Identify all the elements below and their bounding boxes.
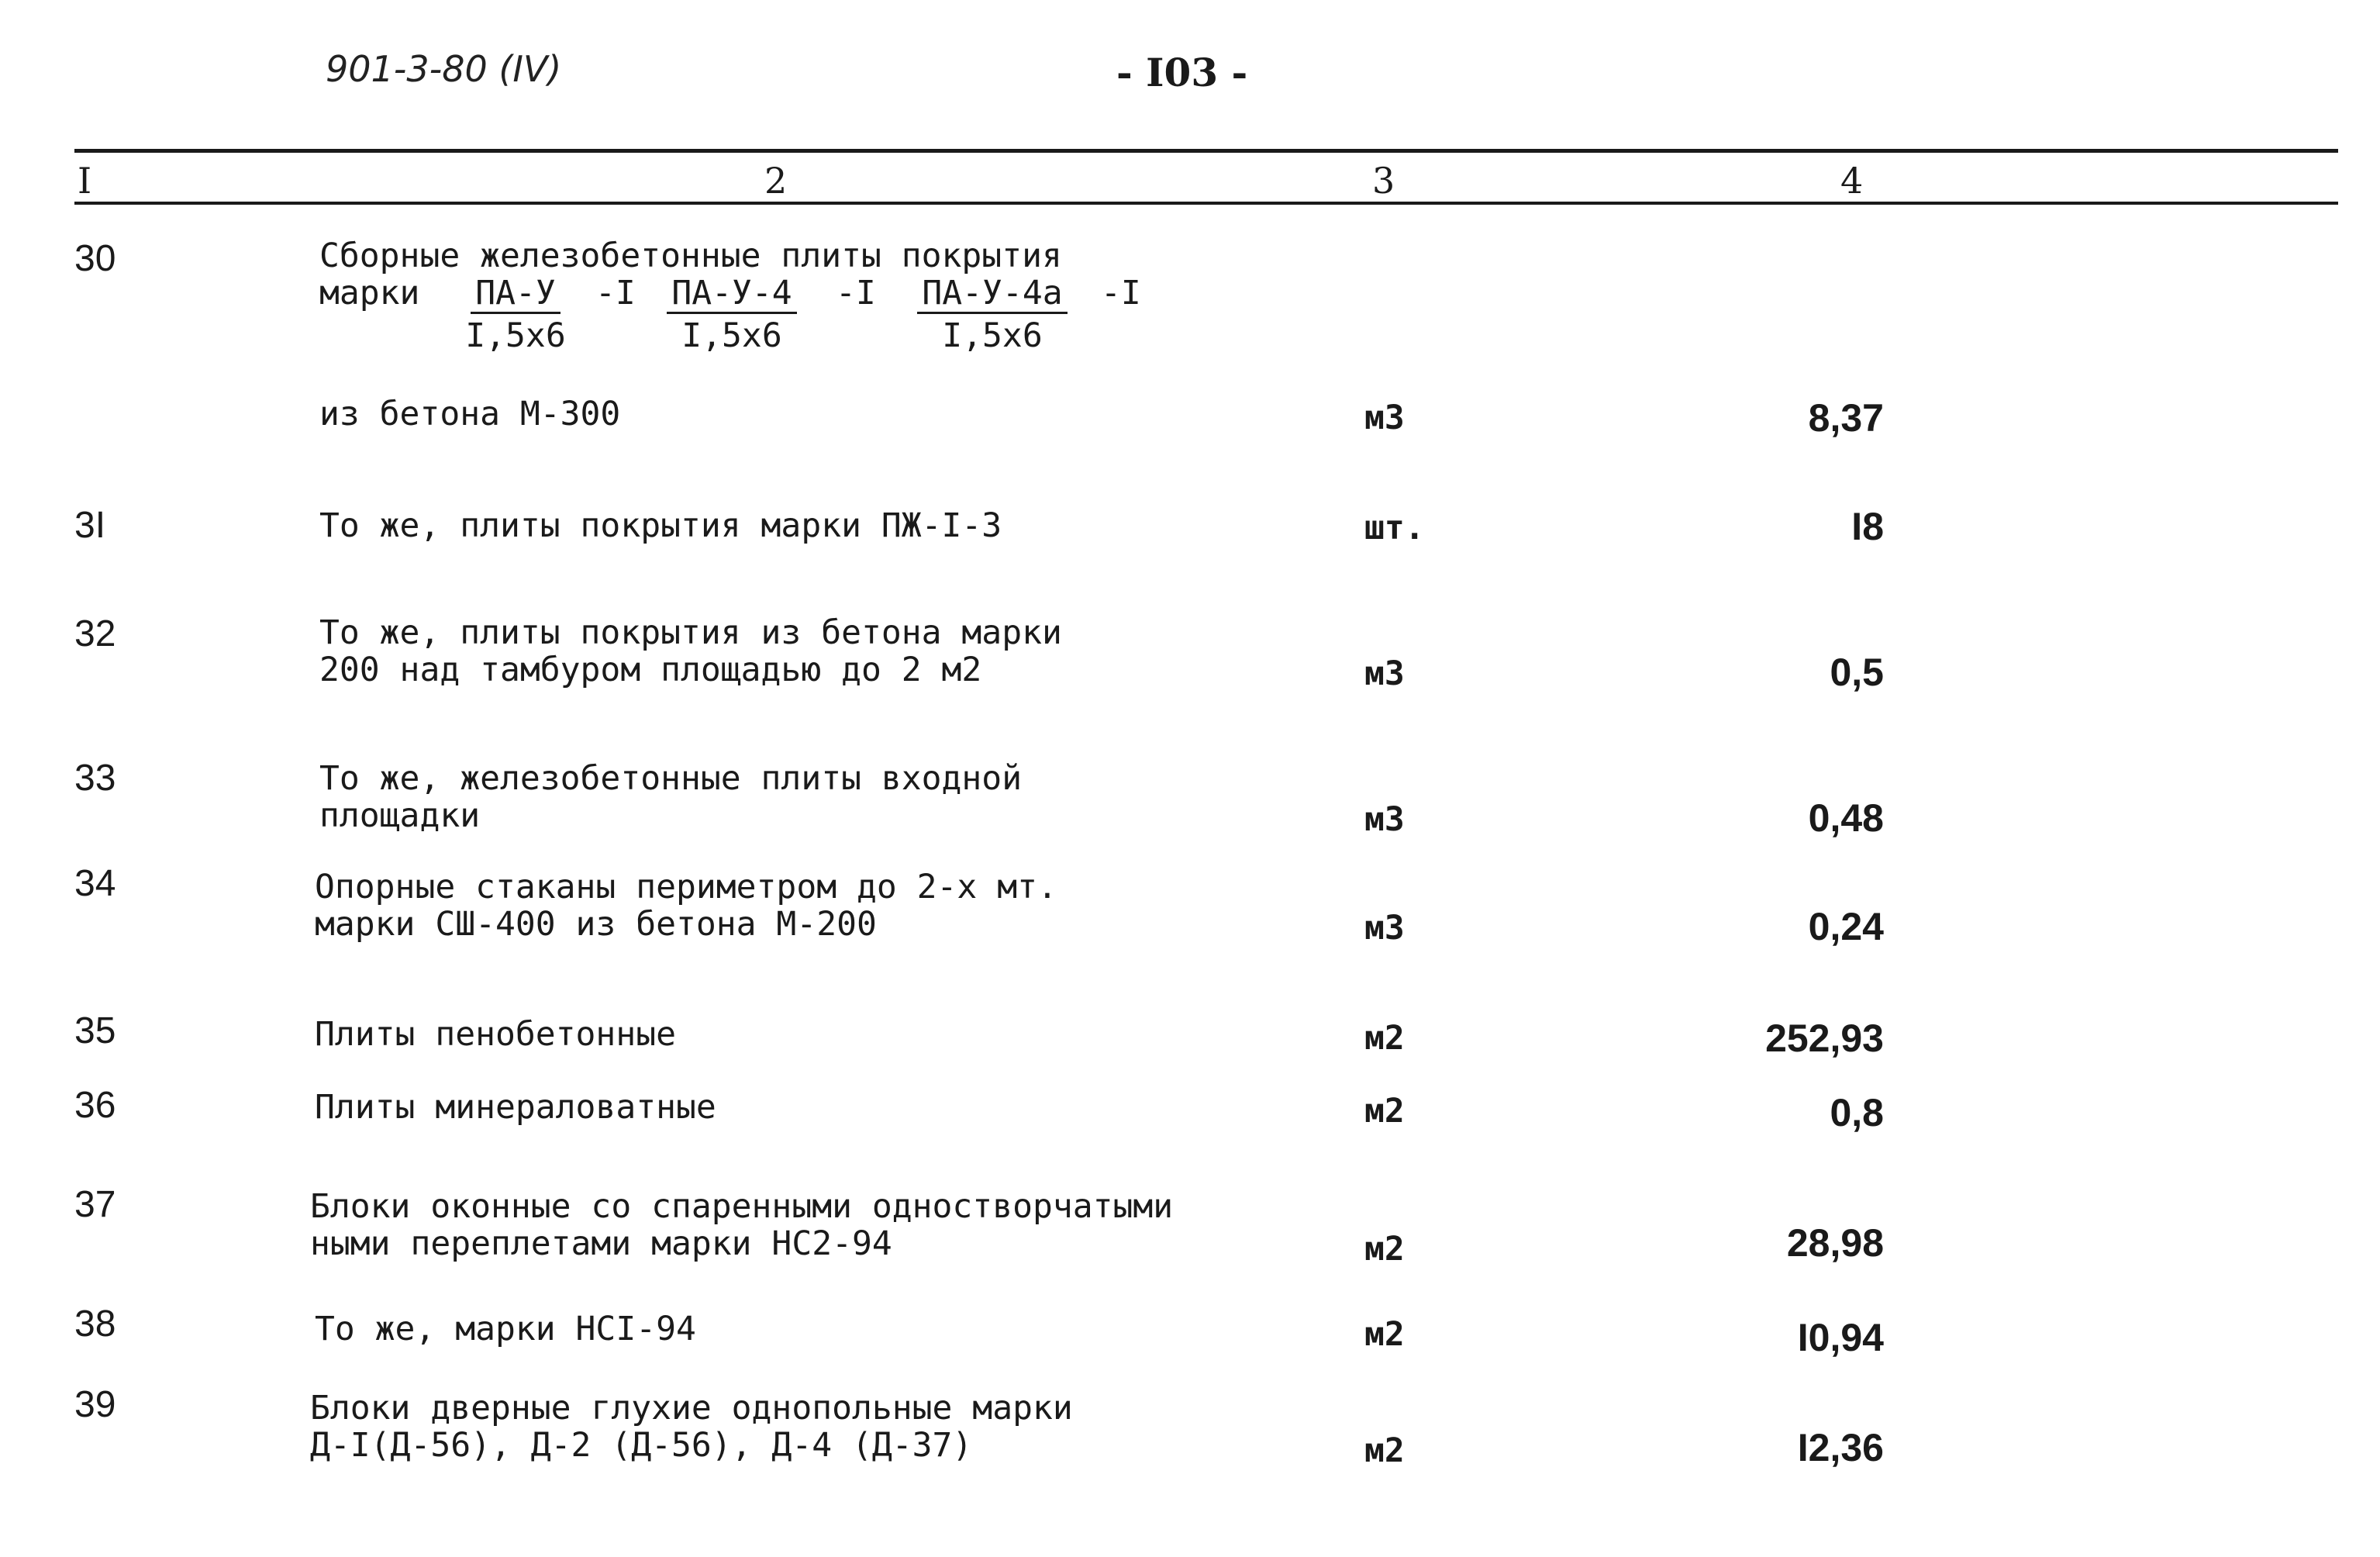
row-description-line: Опорные стаканы периметром до 2-х мт. — [315, 868, 1057, 906]
row-number: 36 — [74, 1085, 116, 1126]
row-description-line: Плиты минераловатные — [315, 1088, 716, 1127]
row-description-line: То же, железобетонные плиты входной — [319, 759, 1023, 798]
row-unit: м2 — [1364, 1315, 1405, 1354]
mark-dimensions: I,5х6 — [465, 316, 566, 355]
mark-suffix: -I — [595, 274, 636, 312]
row-quantity: 0,48 — [1808, 796, 1884, 840]
column-header-3: 3 — [1372, 160, 1395, 202]
row-quantity: 0,24 — [1808, 905, 1884, 948]
row-unit: м3 — [1364, 654, 1405, 693]
row-quantity: 0,5 — [1830, 651, 1884, 694]
row-description-line: Блоки оконные со спаренными одностворчатыми — [310, 1187, 1174, 1226]
row-description-line: площадки — [319, 796, 481, 835]
column-header-2: 2 — [764, 160, 788, 202]
row-quantity: I0,94 — [1797, 1316, 1884, 1359]
row-quantity: 8,37 — [1808, 396, 1884, 440]
row-number: 35 — [74, 1010, 116, 1051]
column-header-1: I — [78, 160, 92, 202]
row-number: 37 — [74, 1184, 116, 1225]
row-number: 3I — [74, 505, 106, 546]
row-description-line: Д-I(Д-56), Д-2 (Д-56), Д-4 (Д-37) — [310, 1426, 973, 1465]
row-number: 33 — [74, 758, 116, 799]
page-number: - I03 - — [1116, 50, 1248, 95]
row-unit: шт. — [1364, 509, 1425, 547]
row-unit: м2 — [1364, 1019, 1405, 1058]
row-quantity: 0,8 — [1830, 1091, 1884, 1134]
row-description-line: То же, плиты покрытия из бетона марки — [319, 613, 1062, 652]
row-number: 38 — [74, 1303, 116, 1345]
mark-code: ПА-У-4 — [667, 274, 796, 314]
row-quantity: I2,36 — [1797, 1426, 1884, 1469]
row-unit: м2 — [1364, 1092, 1405, 1131]
row-description-line: марки СШ-400 из бетона М-200 — [315, 905, 877, 944]
mark-suffix: -I — [836, 274, 876, 312]
mark-fraction — [892, 274, 1093, 357]
row-description-line: 200 над тамбуром площадью до 2 м2 — [319, 651, 982, 689]
row-description-line: Блоки дверные глухие однопольные марки — [310, 1389, 1073, 1428]
mark-code: ПА-У — [471, 274, 561, 314]
row-number: 30 — [74, 238, 116, 279]
mark-dimensions: I,5х6 — [942, 316, 1043, 355]
row-description-prefix: марки — [319, 274, 420, 312]
row-description-line: ными переплетами марки НС2-94 — [310, 1224, 892, 1263]
row-description-line: То же, плиты покрытия марки ПЖ-I-3 — [319, 506, 1002, 545]
row-quantity: I8 — [1851, 505, 1884, 548]
mark-code: ПА-У-4а — [917, 274, 1067, 314]
row-description-line: Плиты пенобетонные — [315, 1015, 676, 1054]
row-number: 39 — [74, 1384, 116, 1425]
row-number: 32 — [74, 613, 116, 654]
row-unit: м3 — [1364, 909, 1405, 948]
row-quantity: 252,93 — [1765, 1017, 1884, 1060]
row-number: 34 — [74, 863, 116, 904]
table-top-rule — [74, 149, 2338, 153]
mark-fraction — [640, 274, 823, 357]
mark-fraction — [434, 274, 597, 357]
document-code: 901-3-80 (IV) — [326, 48, 562, 90]
row-unit: м3 — [1364, 800, 1405, 839]
table-header-rule — [74, 202, 2338, 205]
mark-dimensions: I,5х6 — [681, 316, 782, 355]
row-description-line: из бетона М-300 — [319, 395, 621, 433]
mark-suffix: -I — [1101, 274, 1141, 312]
row-quantity: 28,98 — [1786, 1221, 1884, 1265]
row-unit: м2 — [1364, 1230, 1405, 1269]
row-unit: м3 — [1364, 399, 1405, 437]
row-description-line: То же, марки НСI-94 — [315, 1310, 696, 1348]
row-description-line: Сборные железобетонные плиты покрытия — [319, 236, 1062, 275]
row-unit: м2 — [1364, 1431, 1405, 1470]
column-header-4: 4 — [1840, 160, 1864, 202]
